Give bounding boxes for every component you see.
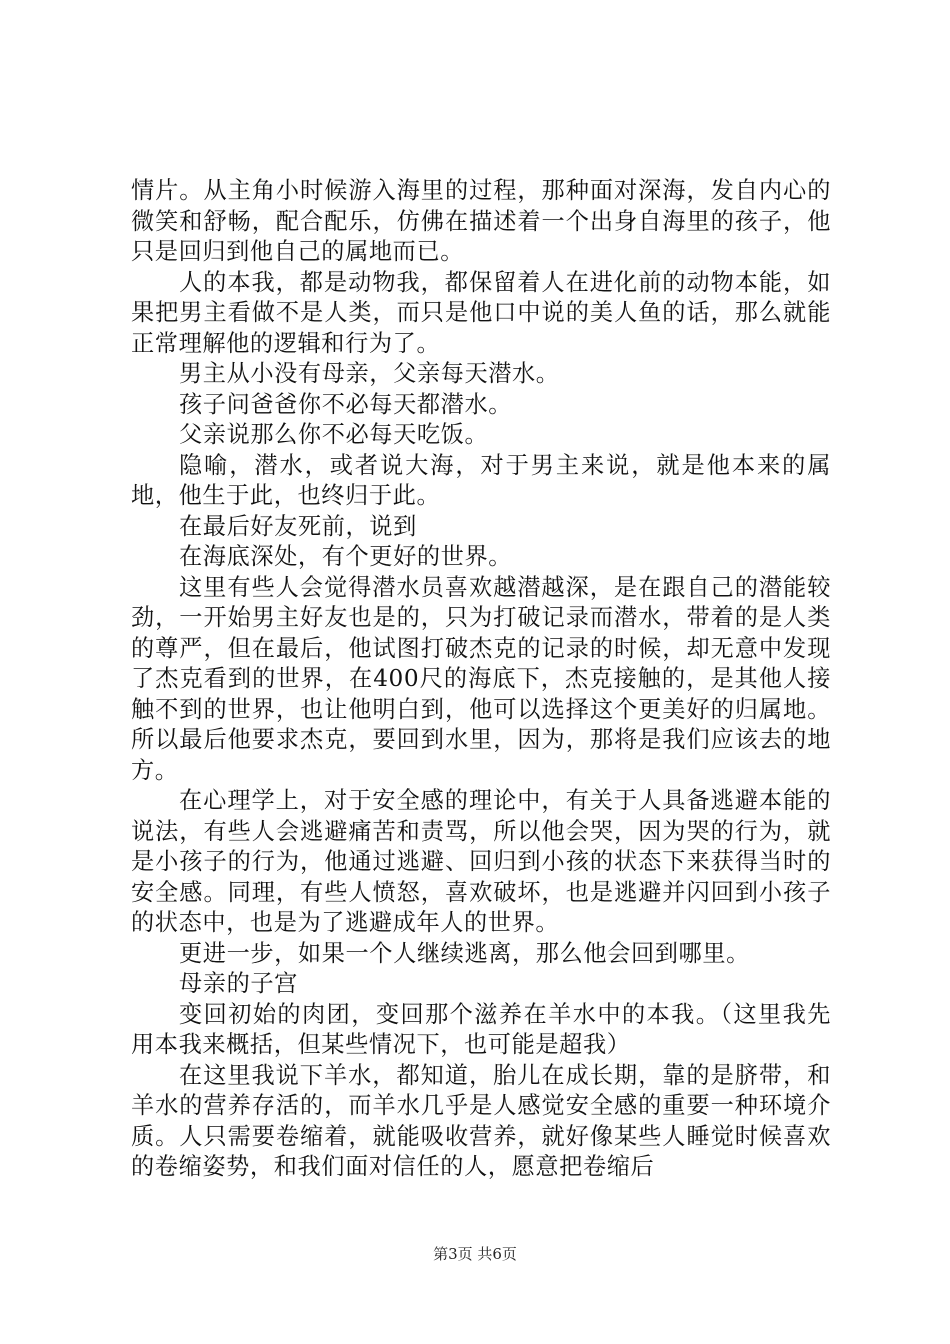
paragraph-1: 情片。从主角小时候游入海里的过程，那种面对深海，发自内心的微笑和舒畅，配合配乐，仿佛在描述着一个出身自海里的孩子，他只是回归到他自己的属地而已。 xyxy=(131,177,831,265)
document-body xyxy=(131,176,831,1183)
paragraph-10: 在心理学上，对于安全感的理论中，有关于人具备逃避本能的说法，有些人会逃避痛苦和责骂，所以他会哭，因为哭的行为，就是小孩子的行为，他通过逃避、回归到小孩的状态下来获得当时的安全感。同理，有些人愤怒，喜欢破坏，也是逃避并闪回到小孩子的状态中，也是为了逃避成年人的世界。 xyxy=(131,787,831,936)
paragraph-12: 母亲的子宫 xyxy=(179,970,298,997)
paragraph-8: 在海底深处，有个更好的世界。 xyxy=(179,543,513,570)
paragraph-5: 父亲说那么你不必每天吃饭。 xyxy=(179,421,489,448)
paragraph-11: 更进一步，如果一个人继续逃离，那么他会回到哪里。 xyxy=(179,939,750,967)
paragraph-6: 隐喻，潜水，或者说大海，对于男主来说，就是他本来的属地，他生于此，也终归于此。 xyxy=(131,451,831,509)
paragraph-3: 男主从小没有母亲，父亲每天潜水。 xyxy=(179,360,560,387)
paragraph-7: 在最后好友死前，说到 xyxy=(179,512,417,540)
paragraph-14: 在这里我说下羊水，都知道，胎儿在成长期，靠的是脐带，和羊水的营养存活的，而羊水几乎是人感觉安全感的重要一种环境介质。人只需要卷缩着，就能吸收营养，就好像某些人睡觉时候喜欢的卷缩姿势，和我们面对信任的人，愿意把卷缩后 xyxy=(131,1061,831,1180)
paragraph-4: 孩子问爸爸你不必每天都潜水。 xyxy=(179,390,513,418)
paragraph-13: 变回初始的肉团，变回那个滋养在羊水中的本我。（这里我先用本我来概括，但某些情况下，也可能是超我） xyxy=(131,1000,831,1058)
paragraph-2: 人的本我，都是动物我，都保留着人在进化前的动物本能，如果把男主看做不是人类，而只是他口中说的美人鱼的话，那么就能正常理解他的逻辑和行为了。 xyxy=(131,268,831,357)
page-number-footer: 第3页 共6页 xyxy=(433,1245,517,1263)
paragraph-9: 这里有些人会觉得潜水员喜欢越潜越深，是在跟自己的潜能较劲，一开始男主好友也是的，只为打破记录而潜水，带着的是人类的尊严，但在最后，他试图打破杰克的记录的时候，却无意中发现了杰克看到的世界，在400尺的海底下，杰克接触的，是其他人接触不到的世界，也让他明白到，他可以选择这个更美好的归属地。所以最后他要求杰克，要回到水里，因为，那将是我们应该去的地方。 xyxy=(131,573,831,784)
